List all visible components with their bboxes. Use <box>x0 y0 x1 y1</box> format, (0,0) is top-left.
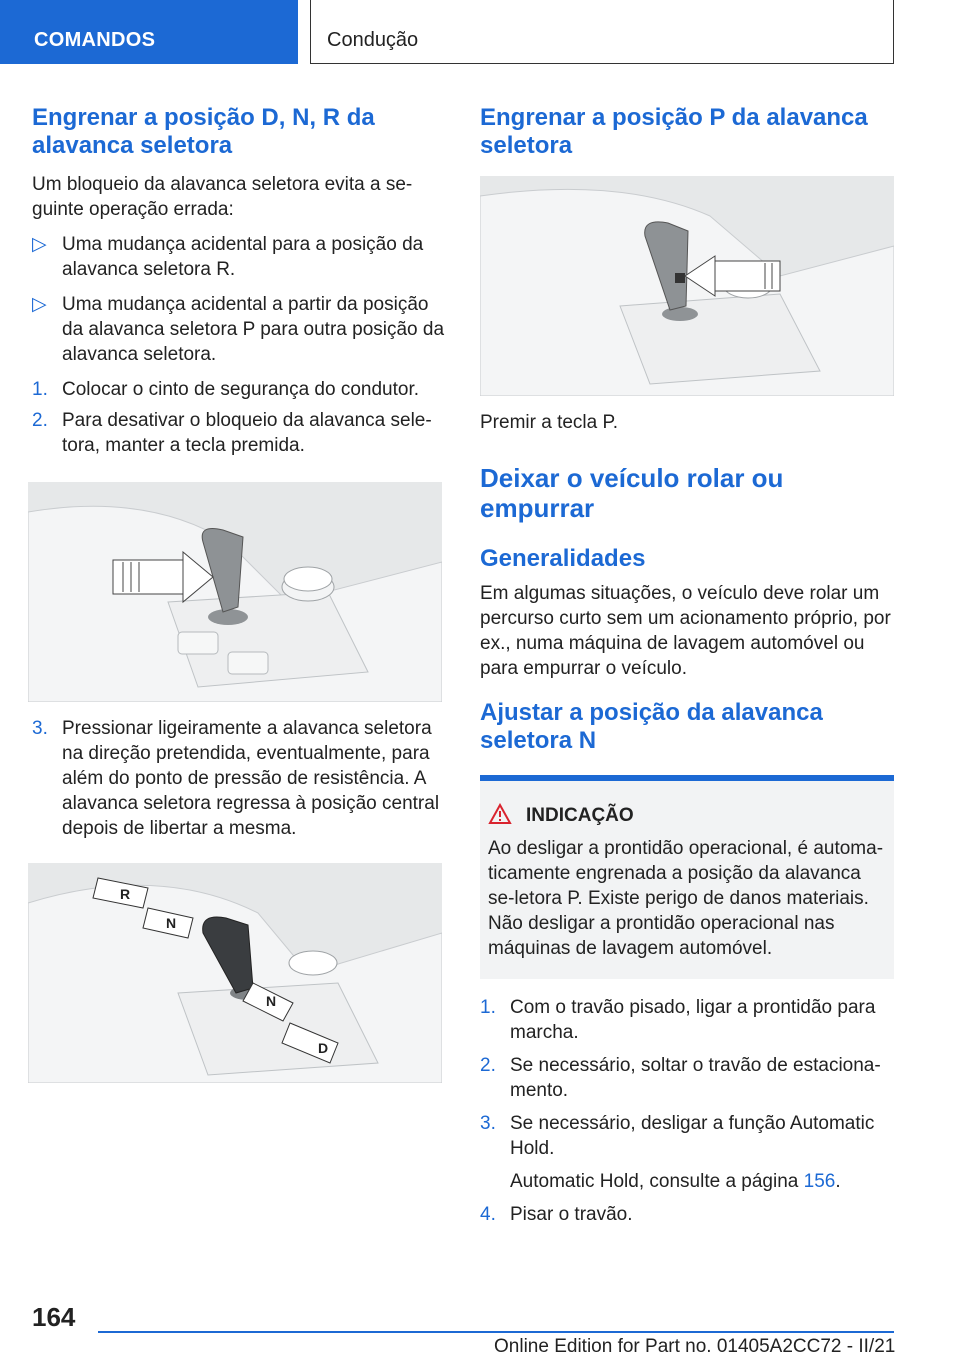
park-button-image <box>480 176 894 396</box>
warning-icon <box>488 803 512 825</box>
chapter-label: Condução <box>327 29 419 51</box>
label-r: R <box>120 886 131 902</box>
general-text: Em algumas situações, o veículo deve rolar um percurso curto sem um acionamento próprio, por ex., numa máquina de lavagem automóvel ou para empurrar o veículo. <box>480 583 891 679</box>
label-n-top: N <box>166 915 177 931</box>
list-item: 3. Pressionar ligeiramente a alavanca seletora na direção pretendida, eventualmente, para além do ponto de pressão de resistência. A alavanca seletora regressa à posição central depois de libertar a mesma. <box>32 718 440 839</box>
page-link[interactable]: 156 <box>803 1171 836 1192</box>
list-item: 3. Se necessário, desligar a função Automatic Hold. <box>480 1113 875 1159</box>
list-item: 2. Para desativar o bloqueio da alavanca sele-tora, manter a tecla premida. <box>32 410 432 456</box>
chapter-header <box>310 0 894 64</box>
list-item: 1. Colocar o cinto de segurança do condutor. <box>32 379 420 400</box>
list-item: 4. Pisar o travão. <box>480 1204 633 1225</box>
section-tab <box>0 0 298 64</box>
list-item: 2. Se necessário, soltar o travão de estaciona-mento. <box>480 1055 881 1101</box>
right-column <box>480 104 894 1227</box>
subtitle-generalidades: Generalidades <box>480 545 646 572</box>
footer-divider <box>98 1331 894 1333</box>
triangle-bullet-icon: ▷ <box>32 234 47 255</box>
bullet-list <box>32 232 446 458</box>
list-item: 1. Com o travão pisado, ligar a prontidão para marcha. <box>480 997 876 1043</box>
left-title: Engrenar a posição D, N, R da alavanca seletora <box>32 104 375 159</box>
left-column <box>32 104 446 1083</box>
label-d: D <box>318 1040 329 1056</box>
label-n-bottom: N <box>266 993 277 1009</box>
list-item: ▷ Uma mudança acidental para a posição da alavanca seletora R. <box>32 234 424 280</box>
gear-positions-illustration <box>28 863 442 1083</box>
park-caption: Premir a tecla P. <box>480 412 618 433</box>
step3-list <box>32 716 446 841</box>
gear-selector-illustration <box>28 482 442 702</box>
steps-list <box>480 995 894 1227</box>
note-title: INDICAÇÃO <box>526 803 886 828</box>
section-title: Deixar o veículo rolar ou empurrar <box>480 463 784 523</box>
left-intro: Um bloqueio da alavanca seletora evita a se-guinte operação errada: <box>32 174 413 220</box>
section-label: COMANDOS <box>34 29 156 51</box>
list-item: ▷ Uma mudança acidental a partir da posição da alavanca seletora P para outra posição da alavanca seletora. <box>32 294 445 365</box>
note-box <box>480 775 894 979</box>
park-button-illustration <box>480 176 894 396</box>
reference-line: Automatic Hold, consulte a página 156. <box>510 1171 841 1192</box>
subtitle-position-n: Ajustar a posição da alavanca seletora N <box>480 699 823 754</box>
gear-positions-image <box>28 863 442 1083</box>
page-number: 164 <box>32 1302 76 1332</box>
note-text: Ao desligar a prontidão operacional, é automa-ticamente engrenada a posição da alavanca se-letora P. Existe perigo de danos materiais. Não desligar a prontidão operacional nas máquinas de lavagem automóvel. <box>488 838 884 959</box>
gear-selector-image <box>28 482 442 702</box>
edition-text: Online Edition for Part no. 01405A2CC72 - II/21 <box>494 1336 896 1357</box>
right-title: Engrenar a posição P da alavanca seletora <box>480 104 868 159</box>
triangle-bullet-icon: ▷ <box>32 294 47 315</box>
